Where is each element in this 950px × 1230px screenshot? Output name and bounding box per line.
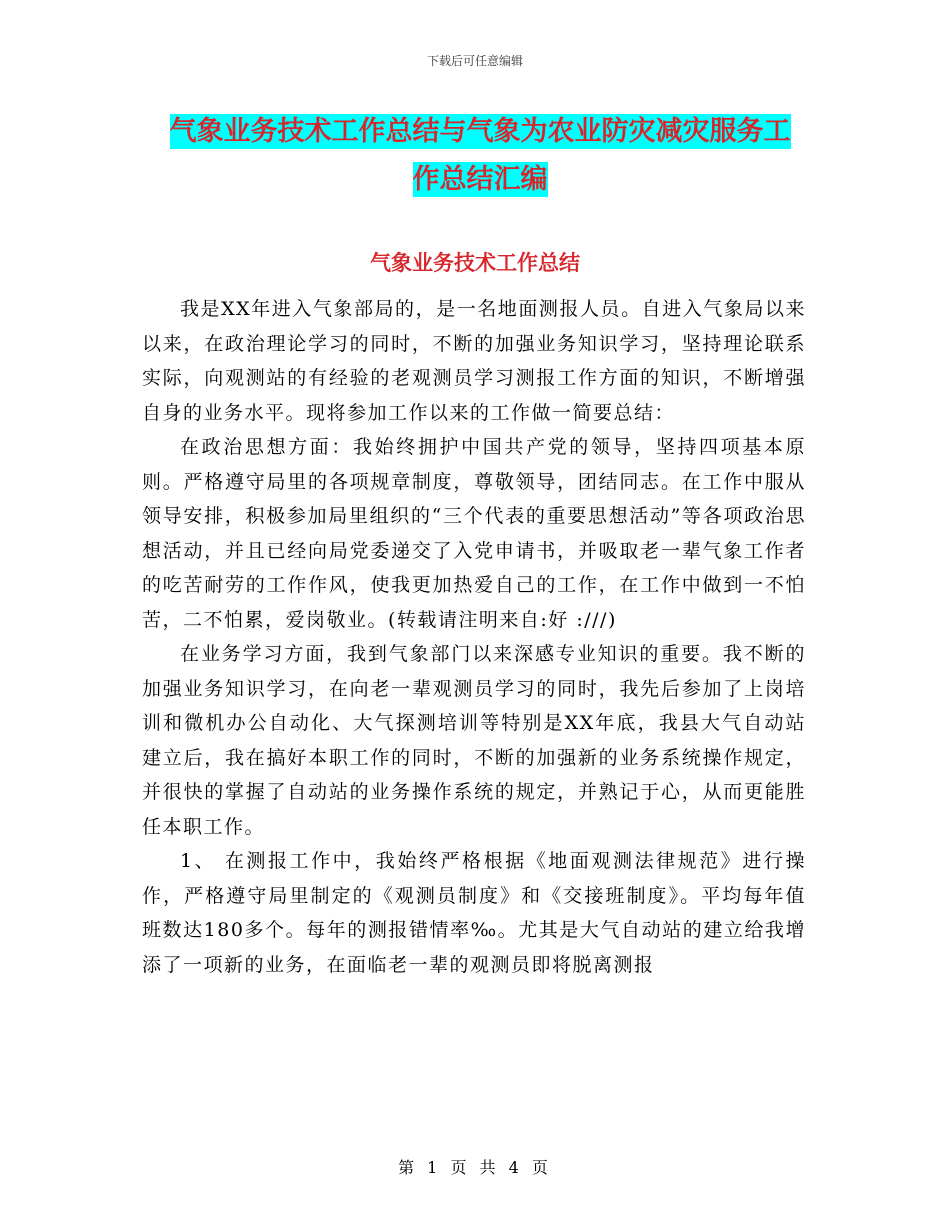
paragraph-intro: 我是XX年进入气象部局的，是一名地面测报人员。自进入气象局以来以来，在政治理论学习的同时，不断的加强业务知识学习，坚持理论联系实际，向观测站的有经验的老观测员学习测报工作方面的知识，不断增强自身的业务水平。现将参加工作以来的工作做一简要总结：: [142, 298, 806, 424]
document-title-line-1: 气象业务技术工作总结与气象为农业防灾减灾服务工: [169, 116, 791, 147]
paragraph-item-1: 1、 在测报工作中，我始终严格根据《地面观测法律规范》进行操作，严格遵守局里制定的《观测员制度》和《交接班制度》。平均每年值班数达180多个。每年的测报错情率‰。尤其是大气自动站的建立给我增添了一项新的业务，在面临老一辈的观测员即将脱离测报: [142, 850, 806, 976]
section-title: 气象业务技术工作总结: [370, 250, 580, 275]
page-header-note: 下载后可任意编辑: [426, 54, 523, 68]
paragraph-study: 在业务学习方面，我到气象部门以来深感专业知识的重要。我不断的加强业务知识学习，在向老一辈观测员学习的同时，我先后参加了上岗培训和微机办公自动化、大气探测培训等特别是XX年底，我县大气自动站建立后，我在搞好本职工作的同时，不断的加强新的业务系统操作规定，并很快的掌握了自动站的业务操作系统的规定，并熟记于心，从而更能胜任本职工作。: [142, 643, 806, 838]
paragraph-political: 在政治思想方面：我始终拥护中国共产党的领导，坚持四项基本原则。严格遵守局里的各项规章制度，尊敬领导，团结同志。在工作中服从领导安排，积极参加局里组织的“三个代表的重要思想活动”等各项政治思想活动，并且已经向局党委递交了入党申请书，并吸取老一辈气象工作者的吃苦耐劳的工作作风，使我更加热爱自己的工作，在工作中做到一不怕苦，二不怕累，爱岗敬业。(转载请注明来自:好 :///): [142, 436, 806, 631]
document-title-line-2: 作总结汇编: [412, 164, 548, 195]
document-body: [142, 292, 806, 982]
page-number: 第 1 页 共 4 页: [398, 1158, 552, 1177]
document-title: [150, 108, 810, 204]
